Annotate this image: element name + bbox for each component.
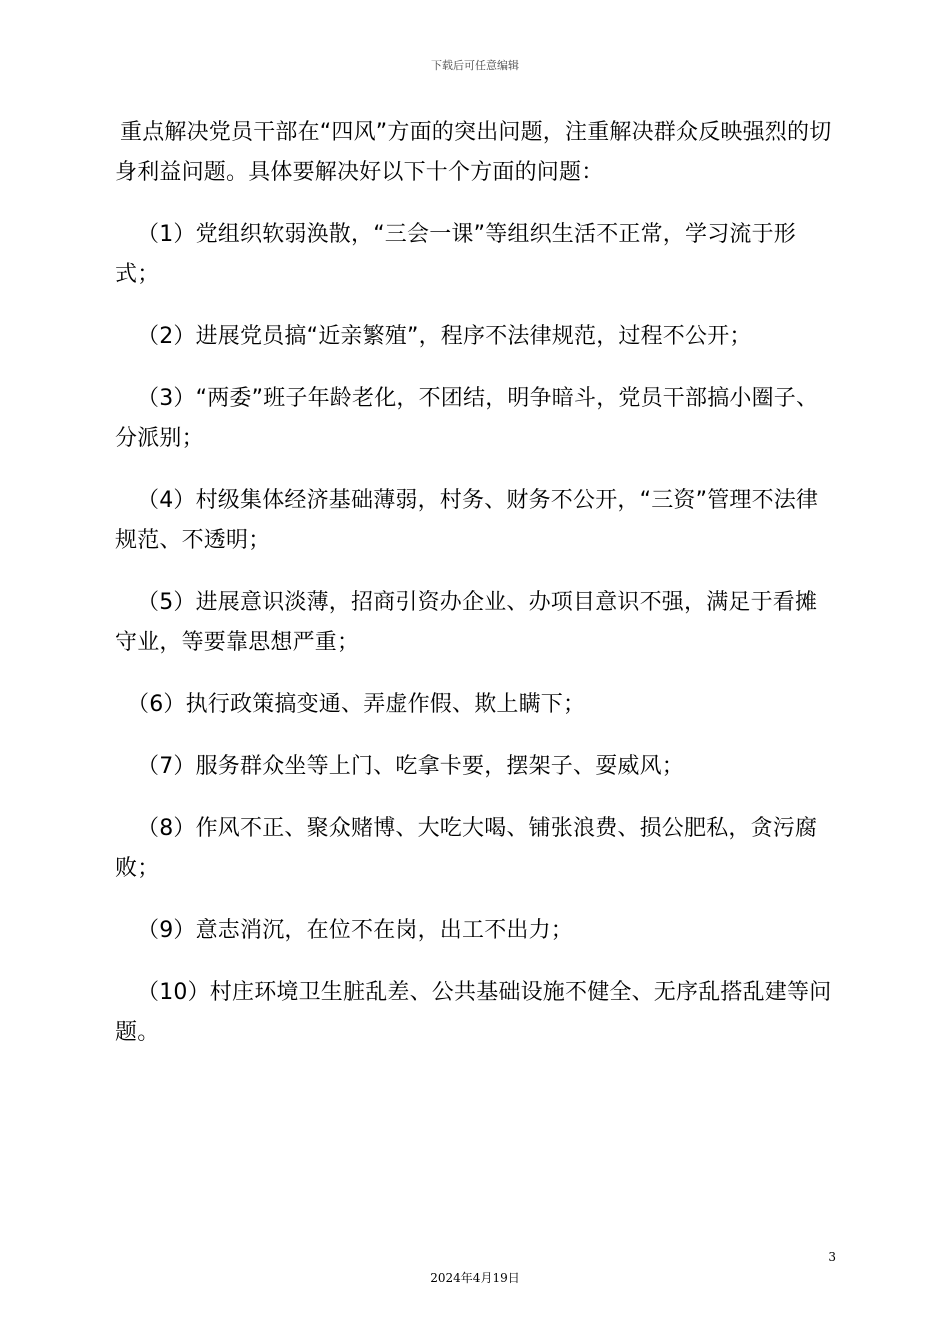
list-item-3: （3）“两委”班子年龄老化，不团结，明争暗斗，党员干部搞小圈子、分派别； xyxy=(115,386,819,451)
list-item-10: （10）村庄环境卫生脏乱差、公共基础设施不健全、无序乱搭乱建等问题。 xyxy=(115,980,832,1045)
list-item-9: （9）意志消沉，在位不在岗，出工不出力； xyxy=(137,918,573,943)
list-item-8: （8）作风不正、聚众赌博、大吃大喝、铺张浪费、损公肥私，贪污腐败； xyxy=(115,816,818,881)
page-header: 下载后可任意编辑 xyxy=(431,59,519,72)
intro-paragraph: 重点解决党员干部在“四风”方面的突出问题，注重解决群众反映强烈的切身利益问题。具体要解决好以下十个方面的问题： xyxy=(115,120,832,185)
list-item-2: （2）进展党员搞“近亲繁殖”，程序不法律规范，过程不公开； xyxy=(137,324,752,349)
page-number: 3 xyxy=(828,1250,836,1264)
list-item-7: （7）服务群众坐等上门、吃拿卡要，摆架子、耍威风； xyxy=(137,754,684,779)
document-body xyxy=(115,113,837,1075)
list-item-5: （5）进展意识淡薄，招商引资办企业、办项目意识不强，满足于看摊守业，等要靠思想严重； xyxy=(115,590,818,655)
list-item-6: （6）执行政策搞变通、弄虚作假、欺上瞒下； xyxy=(127,692,586,717)
footer-date: 2024年4月19日 xyxy=(430,1271,520,1285)
list-item-1: （1）党组织软弱涣散，“三会一课”等组织生活不正常，学习流于形式； xyxy=(115,222,796,287)
list-item-4: （4）村级集体经济基础薄弱，村务、财务不公开，“三资”管理不法律规范、不透明； xyxy=(115,488,819,553)
